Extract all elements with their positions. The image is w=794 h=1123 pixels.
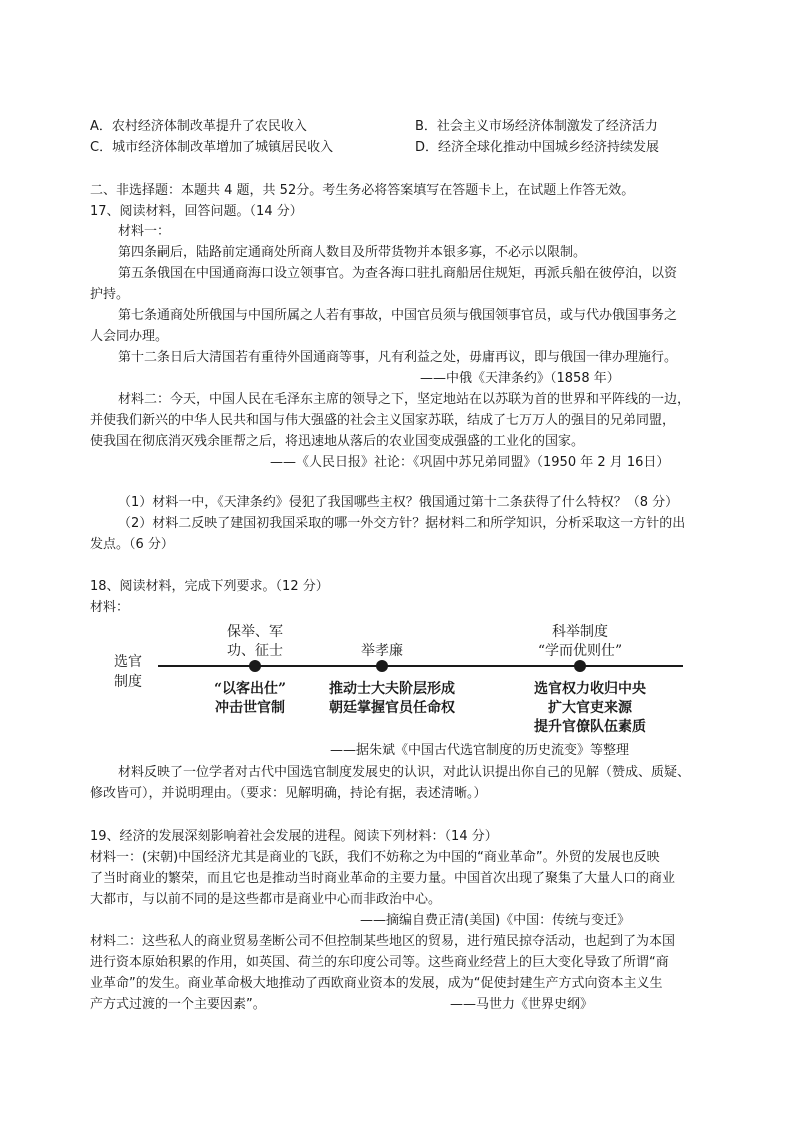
q17-subquestion-1: （1）材料一中，《天津条约》侵犯了我国哪些主权？俄国通过第十二条获得了什么特权？（8 分） <box>118 495 679 510</box>
q19-m2-line: 产方式过渡的一个主要因素”。 <box>90 997 266 1012</box>
q18-title: 18、阅读材料，完成下列要求。（12 分） <box>90 579 329 594</box>
timeline-bottom-label: 扩大官吏来源 <box>548 700 632 716</box>
timeline-left-label: 选官 <box>114 654 142 670</box>
q17-m2-line: 使我国在彻底消灭残余匪帮之后，将迅速地从落后的农业国变成强盛的工业化的国家。 <box>90 434 585 449</box>
timeline-bottom-label: 推动士大夫阶层形成 <box>329 681 455 697</box>
q18-requirement: 材料反映了一位学者对古代中国选官制度发展史的认识，对此认识提出你自己的见解（赞成、质疑、 <box>118 765 691 780</box>
timeline-axis <box>158 665 683 667</box>
section-heading: 二、非选择题：本题共 4 题，共 52分。考生务必将答案填写在答题卡上，在试题上作答无效。 <box>90 183 635 198</box>
timeline-top-label: 科举制度 <box>552 624 608 640</box>
q17-title: 17、阅读材料，回答问题。（14 分） <box>90 204 303 219</box>
q19-m2-line: 材料二：这些私人的商业贸易垄断公司不但控制某些地区的贸易，进行殖民掠夺活动，也起到了为本国 <box>90 934 676 949</box>
q17-m1-line: 第十二条日后大清国若有重待外国通商等事，凡有利益之处，毋庸再议，即与俄国一律办理施行。 <box>118 350 678 365</box>
q17-m1-line: 第四条嗣后，陆路前定通商处所商人数目及所带货物并本银多寡，不必示以限制。 <box>118 245 587 260</box>
q17-m2-source: ——《人民日报》社论：《巩固中苏兄弟同盟》（1950 年 2 月 16日） <box>270 455 670 470</box>
q18-requirement: 修改皆可），并说明理由。（要求：见解明确，持论有据，表述清晰。） <box>90 786 487 801</box>
q17-m1-line: 人会同办理。 <box>90 329 169 344</box>
q19-m1-line: 大都市，与以前不同的是这些都市是商业中心而非政治中心。 <box>90 892 442 907</box>
timeline-top-label: “学而优则仕” <box>537 643 623 659</box>
q19-m1-line: 了当时商业的繁荣，而且它也是推动当时商业革命的主要力量。中国首次出现了聚集了大量人口的商业 <box>90 871 676 886</box>
q18-material-label: 材料： <box>90 600 130 615</box>
q19-m1-source: ——摘编自费正清(美国)《中国：传统与变迁》 <box>360 913 631 928</box>
q19-m1-line: 材料一：(宋朝)中国经济尤其是商业的飞跃，我们不妨称之为中国的“商业革命”。外贸的发展也反映 <box>90 850 660 865</box>
timeline-left-label: 制度 <box>114 674 142 690</box>
q19-m2-line: 业革命”的发生。商业革命极大地推动了西欧商业资本的发展，成为“促使封建生产方式向资本主义生 <box>90 976 663 991</box>
timeline-bottom-label: 朝廷掌握官员任命权 <box>329 700 455 716</box>
timeline-top-label: 功、征士 <box>227 643 283 659</box>
timeline-point <box>574 660 586 672</box>
timeline-bottom-label: 选官权力收归中央 <box>534 681 646 697</box>
timeline-bottom-label: 冲击世官制 <box>215 700 285 716</box>
q17-m1-source: ——中俄《天津条约》（1858 年） <box>420 371 620 386</box>
q17-m2-line: 材料二：今天，中国人民在毛泽东主席的领导之下，坚定地站在以苏联为首的世界和平阵线的一边， <box>118 392 691 407</box>
option-c: C．城市经济体制改革增加了城镇居民收入 <box>90 140 334 155</box>
option-a: A．农村经济体制改革提升了农民收入 <box>90 119 307 134</box>
q17-subquestion-2: （2）材料二反映了建国初我国采取的哪一外交方针？据材料二和所学知识，分析采取这一方针的出 <box>118 516 686 531</box>
q17-m2-line: 并使我们新兴的中华人民共和国与伟大强盛的社会主义国家苏联，结成了七万万人的强目的兄弟同盟， <box>90 413 676 428</box>
option-d: D．经济全球化推动中国城乡经济持续发展 <box>415 140 660 155</box>
timeline-top-label: 举孝廉 <box>361 643 403 659</box>
q17-subquestion-2: 发点。（6 分） <box>90 537 174 552</box>
q19-title: 19、经济的发展深刻影响着社会发展的进程。阅读下列材料：（14 分） <box>90 829 498 844</box>
q19-m2-source: ——马世力《世界史纲》 <box>450 997 594 1012</box>
timeline-bottom-label: 提升官僚队伍素质 <box>534 719 646 735</box>
q17-m1-line: 第七条通商处所俄国与中国所属之人若有事故，中国官员须与俄国领事官员，或与代办俄国事务之 <box>118 308 678 323</box>
q18-source: ——据朱斌《中国古代选官制度的历史流变》等整理 <box>330 743 630 758</box>
timeline-point <box>249 660 261 672</box>
q19-m2-line: 进行资本原始积累的作用，如英国、荷兰的东印度公司等。这些商业经营上的巨大变化导致了所谓“商 <box>90 955 669 970</box>
option-b: B．社会主义市场经济体制激发了经济活力 <box>415 119 658 134</box>
timeline-bottom-label: “以客出仕” <box>213 681 287 697</box>
q17-m1-line: 护持。 <box>90 287 130 302</box>
q17-material1-label: 材料一： <box>118 224 171 239</box>
timeline-top-label: 保举、军 <box>227 624 283 640</box>
q17-m1-line: 第五条俄国在中国通商海口设立领事官。为查各海口驻扎商船居住规矩，再派兵船在彼停泊，以资 <box>118 266 678 281</box>
timeline-point <box>376 660 388 672</box>
